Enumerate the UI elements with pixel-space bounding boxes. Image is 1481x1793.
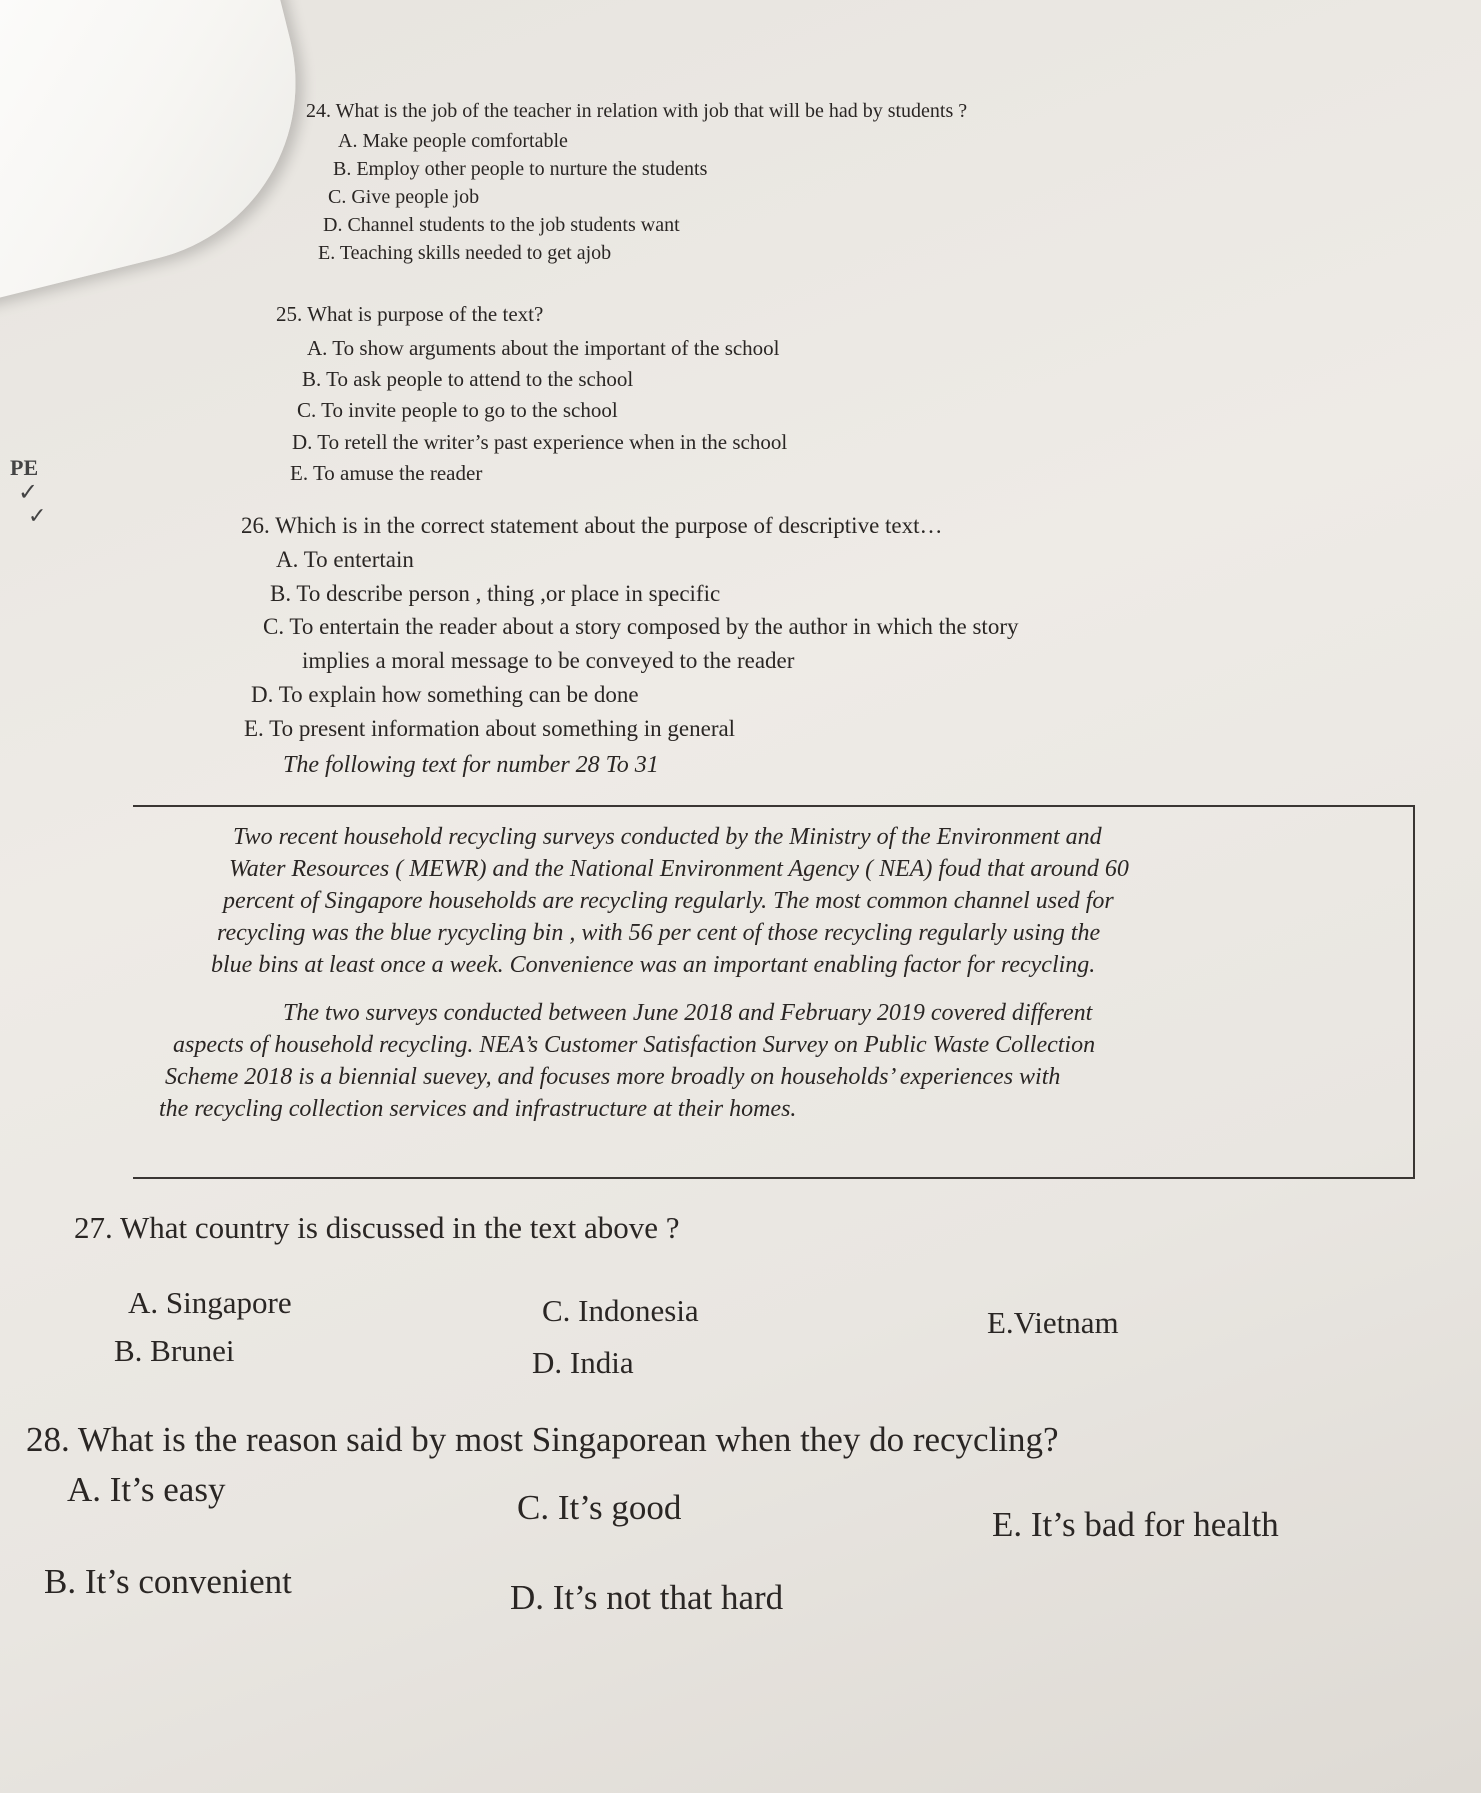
option-b: B. Brunei [114, 1333, 235, 1368]
question-text: 28. What is the reason said by most Singaporean when they do recycling? [26, 1420, 1059, 1459]
passage-line: percent of Singapore households are recycling regularly. The most common channel used for [223, 888, 1114, 914]
passage-line: the recycling collection services and infrastructure at their homes. [159, 1096, 797, 1122]
option-a: A. It’s easy [67, 1470, 226, 1509]
check-mark-icon: ✓ [18, 480, 39, 506]
option-d: D. To explain how something can be done [251, 682, 639, 707]
option-e: E.Vietnam [987, 1305, 1119, 1340]
passage-line: aspects of household recycling. NEA’s Customer Satisfaction Survey on Public Waste Collection [173, 1032, 1096, 1058]
option-c: C. Give people job [328, 186, 480, 208]
paragraph-1 [211, 821, 1403, 981]
option-b: B. To describe person , thing ,or place in specific [270, 581, 721, 606]
passage-line: recycling was the blue rycycling bin , with 56 per cent of those recycling regularly using the [217, 920, 1101, 946]
option-b: B. It’s convenient [44, 1562, 292, 1601]
option-c: C. It’s good [517, 1488, 682, 1527]
passage-line: The two surveys conducted between June 2018 and February 2019 covered different [283, 1000, 1093, 1026]
option-d: D. It’s not that hard [510, 1578, 784, 1617]
reading-passage-box [133, 805, 1415, 1179]
option-e: E. It’s bad for health [992, 1505, 1279, 1544]
option-d: D. Channel students to the job students want [323, 214, 680, 236]
option-e: E. To present information about something in general [244, 716, 736, 741]
option-d: D. To retell the writer’s past experience when in the school [292, 430, 788, 454]
option-a: A. To show arguments about the important of the school [307, 336, 780, 360]
passage-line: Two recent household recycling surveys conducted by the Ministry of the Environment and [233, 824, 1102, 850]
option-a: A. Make people comfortable [338, 130, 568, 152]
option-c: C. To entertain the reader about a story composed by the author in which the story [263, 614, 1019, 639]
option-b: B. To ask people to attend to the school [302, 367, 634, 391]
question-text: 26. Which is in the correct statement about the purpose of descriptive text… [241, 513, 943, 538]
option-c: C. To invite people to go to the school [297, 398, 618, 422]
option-d: D. India [532, 1345, 634, 1380]
option-a: A. To entertain [276, 547, 414, 572]
check-mark-icon: ✓ [28, 503, 47, 528]
option-e: E. To amuse the reader [290, 461, 483, 485]
question-text: 24. What is the job of the teacher in relation with job that will be had by students ? [306, 100, 968, 122]
option-b: B. Employ other people to nurture the students [333, 158, 708, 180]
passage-line: Water Resources ( MEWR) and the National Environment Agency ( NEA) foud that around 60 [229, 856, 1129, 882]
folded-page-corner [0, 0, 334, 316]
margin-handwritten-mark: PE [10, 455, 39, 480]
passage-line: Scheme 2018 is a biennial suevey, and focuses more broadly on households’ experiences with [165, 1064, 1061, 1090]
passage-intro: The following text for number 28 To 31 [283, 752, 659, 778]
question-text: 27. What country is discussed in the text above ? [74, 1210, 680, 1245]
option-a: A. Singapore [128, 1285, 292, 1320]
option-c: C. Indonesia [542, 1293, 699, 1328]
passage-line: blue bins at least once a week. Convenience was an important enabling factor for recycling. [211, 952, 1096, 978]
option-c-continued: implies a moral message to be conveyed to the reader [302, 648, 795, 673]
paragraph-2 [159, 997, 1423, 1125]
option-e: E. Teaching skills needed to get ajob [318, 242, 612, 264]
question-text: 25. What is purpose of the text? [276, 302, 544, 326]
